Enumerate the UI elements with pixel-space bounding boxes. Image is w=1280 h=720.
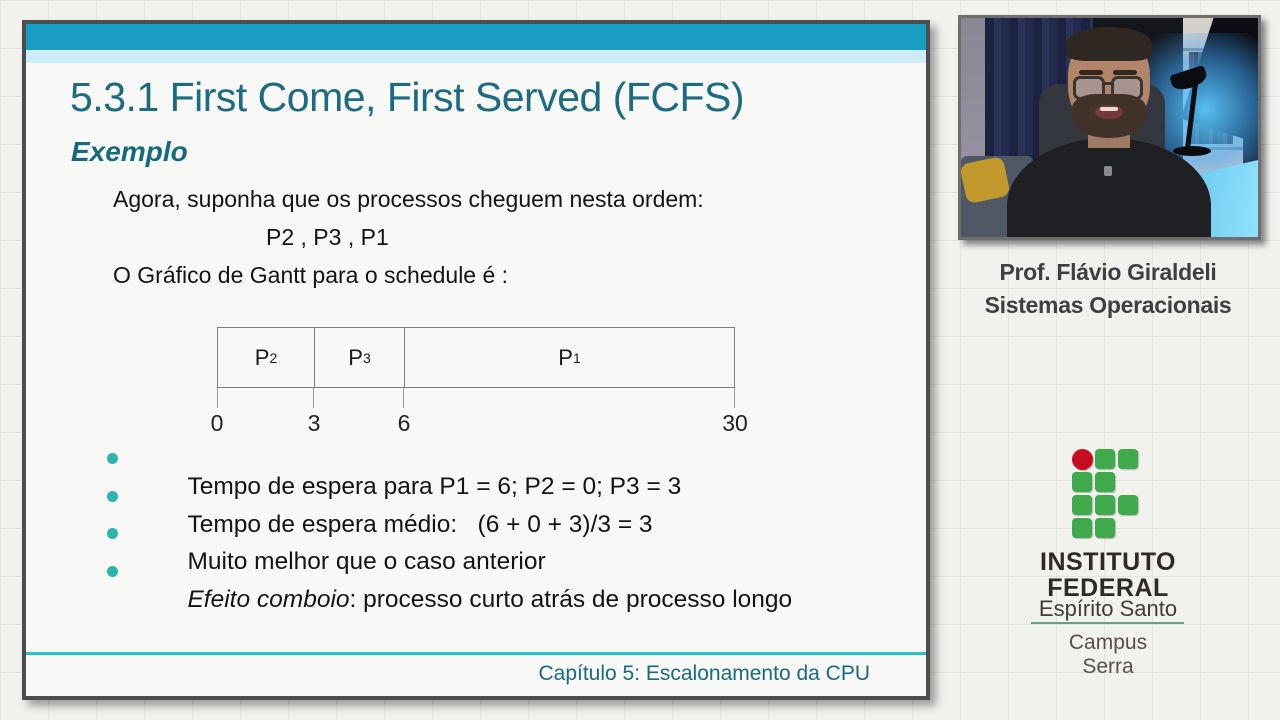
logo-square-icon — [1118, 495, 1138, 515]
bullet-list — [85, 445, 793, 613]
campus-name — [958, 631, 1258, 679]
logo-square-icon — [1095, 472, 1115, 492]
gantt-tick — [403, 388, 404, 408]
logo-square-icon — [1095, 518, 1115, 538]
gantt-cell-label: P — [254, 344, 270, 370]
webcam-scene — [961, 18, 1258, 237]
desk-lamp-base — [1173, 146, 1211, 156]
presenter-name: Prof. Flávio Giraldeli — [999, 259, 1217, 285]
gantt-tick-label: 6 — [397, 410, 411, 436]
institution-line-1: INSTITUTO — [1040, 548, 1176, 576]
slide-footer-rule — [26, 652, 926, 655]
bullet-dot-icon — [107, 453, 118, 464]
bullet-text: : processo curto atrás de processo longo — [349, 585, 793, 613]
intro-line-2: P2 , P3 , P1 — [266, 224, 389, 250]
institution-region: Espírito Santo — [1038, 596, 1178, 621]
webcam-video — [958, 15, 1261, 240]
intro-line-3: O Gráfico de Gantt para o schedule é : — [113, 262, 509, 288]
gantt-cell-p2: P 2 — [217, 327, 314, 388]
logo-square-icon — [1072, 495, 1092, 515]
institution-line-2: FEDERAL — [1047, 574, 1169, 602]
gantt-tick-label: 30 — [722, 410, 748, 436]
logo-square-icon — [1095, 449, 1115, 469]
logo-red-dot-icon — [1072, 449, 1093, 470]
presenter-caption — [948, 256, 1268, 322]
glasses-bridge — [1103, 82, 1113, 85]
gantt-box — [217, 327, 735, 388]
bullet-item — [85, 558, 793, 613]
gantt-tick-label: 3 — [307, 410, 321, 436]
bullet-lead-italic: Efeito comboio — [187, 585, 350, 613]
gantt-tick — [217, 388, 218, 408]
presenter-teeth — [1100, 107, 1118, 111]
gantt-chart — [210, 327, 748, 437]
bullet-item — [85, 445, 792, 500]
lapel-mic — [1104, 166, 1112, 176]
gantt-tick-label: 0 — [210, 410, 224, 436]
slide-footer-text: Capítulo 5: Escalonamento da CPU — [538, 662, 870, 685]
logo-square-icon — [1072, 518, 1092, 538]
presenter-eyebrow — [1113, 70, 1137, 75]
presenter-hair — [1066, 27, 1152, 61]
bullet-item — [85, 520, 792, 575]
bullet-item — [85, 483, 792, 538]
slide-title: 5.3.1 First Come, First Served (FCFS) — [70, 74, 745, 120]
campus-line-1: Campus — [1068, 631, 1148, 654]
gantt-tick — [313, 388, 314, 408]
campus-line-2: Serra — [1082, 655, 1134, 678]
gantt-cell-label: P — [348, 344, 363, 370]
presentation-slide — [22, 20, 930, 700]
gantt-cell-label: P — [558, 344, 573, 370]
slide-accent-bar — [26, 50, 926, 63]
logo-square-icon — [1072, 472, 1092, 492]
gantt-cell-p1: P 1 — [404, 327, 735, 388]
ifes-logo — [1072, 449, 1142, 542]
bullet-dot-icon — [107, 566, 118, 577]
gantt-cell-p3: P 3 — [314, 327, 404, 388]
logo-divider — [1031, 622, 1184, 624]
intro-line-1: Agora, suponha que os processos cheguem nesta ordem: — [113, 186, 704, 212]
bullet-text: Tempo de espera médio: (6 + 0 + 3)/3 = 3 — [187, 510, 653, 538]
slide-subtitle: Exemplo — [71, 136, 188, 167]
bullet-text: Muito melhor que o caso anterior — [187, 548, 546, 575]
bullet-dot-icon — [107, 491, 118, 502]
logo-square-icon — [1095, 495, 1115, 515]
presenter-eyebrow — [1079, 70, 1103, 75]
logo-square-icon — [1118, 449, 1138, 469]
slide-top-bar — [26, 24, 926, 50]
gantt-tick — [734, 388, 735, 408]
bullet-dot-icon — [107, 528, 118, 539]
bullet-text: Tempo de espera para P1 = 6; P2 = 0; P3 = 3 — [187, 473, 682, 500]
presenter-course: Sistemas Operacionais — [984, 292, 1232, 318]
institution-name — [958, 549, 1258, 601]
